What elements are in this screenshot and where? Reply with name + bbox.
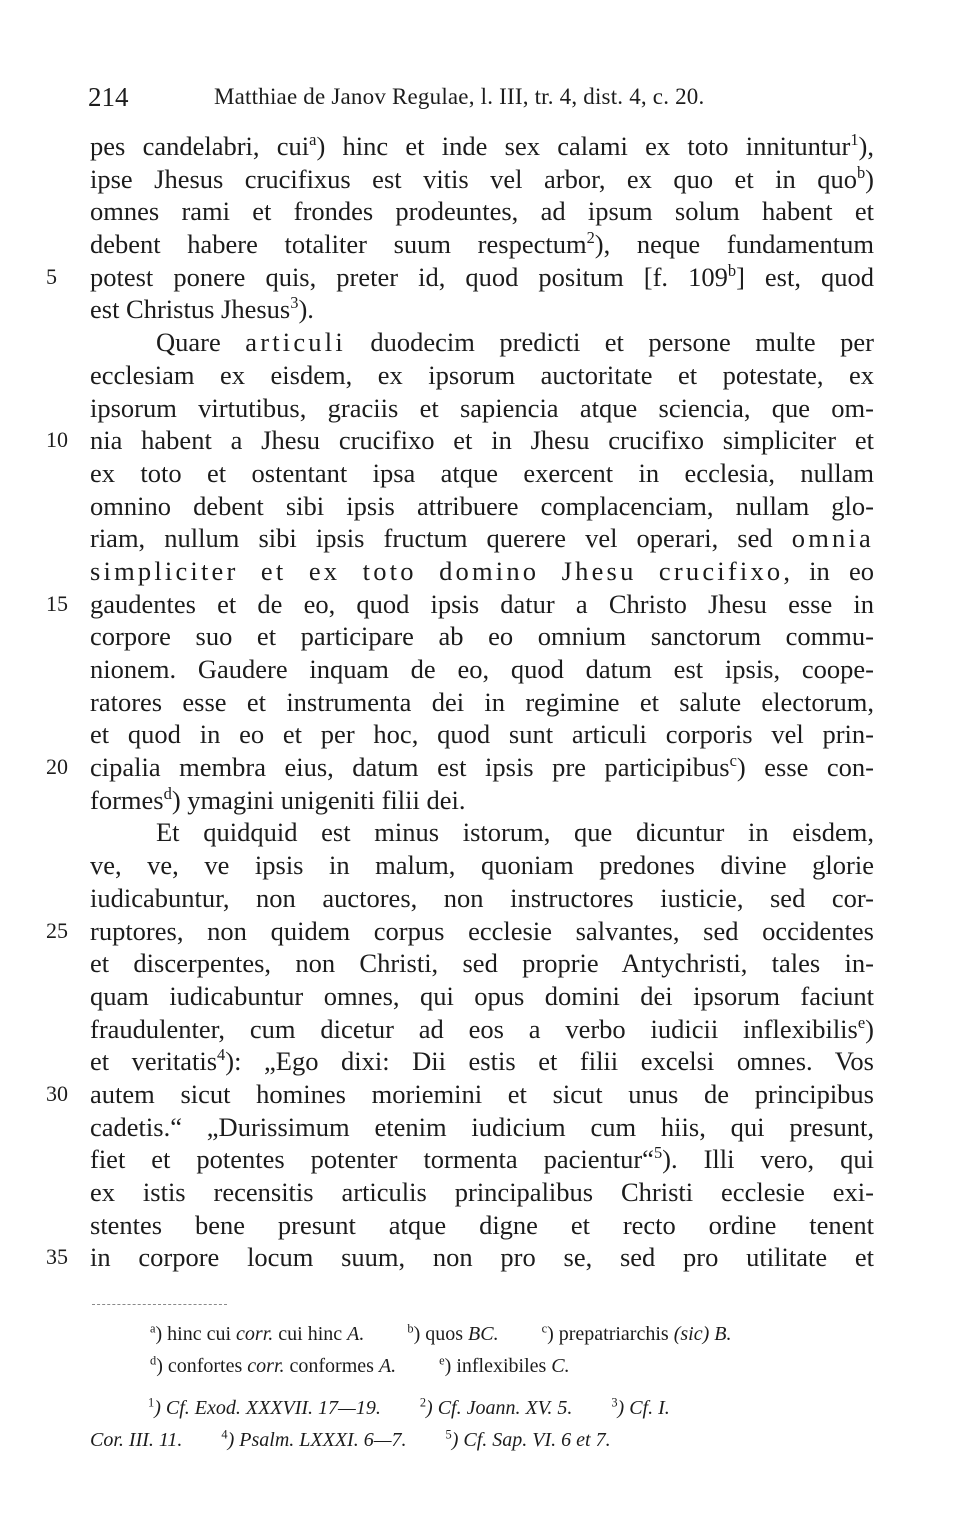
text-line: fiet et potentes potenter tormenta pacientur“$^5$). Illi vero, qui <box>90 1143 875 1175</box>
footnote-2: $^2$) Cf. Joann. XV. 5. <box>419 1395 573 1419</box>
text-line: 5 potest ponere quis, preter id, quod positum [f. 109$^b$] est, quod <box>46 260 874 292</box>
spaced-emphasis: articuli <box>245 327 346 358</box>
text-line: debent habere totaliter suum respectum$^2$), neque fundamentum <box>90 228 874 260</box>
footnote-c: $^c$) prepatriarchis (sic) B. <box>541 1321 732 1345</box>
line-number: 30 <box>46 1080 68 1106</box>
text-line: stentes bene presunt atque digne et recto ordine tenent <box>90 1209 874 1240</box>
page-header <box>88 82 878 112</box>
line-number: 10 <box>46 427 68 453</box>
text-line: 25 ruptores, non quidem corpus ecclesie salvantes, sed occidentes <box>46 915 874 946</box>
text-line: est Christus Jhesus$^3$). <box>90 293 314 325</box>
text-line: ratores esse et instrumenta dei in regimine et salute electorum, <box>90 686 874 717</box>
text-line: omnino debent sibi ipsis attribuere complacenciam, nullam glo- <box>90 490 874 521</box>
footnote-3-continued: Cor. III. 11. <box>90 1429 183 1451</box>
text-line: iudicabuntur, non auctores, non instructores iusticie, sed cor- <box>90 882 874 913</box>
page-number: 214 <box>88 82 129 112</box>
footnote-1: $^1$) Cf. Exod. XXXVII. 17—19. <box>148 1395 381 1419</box>
text-line: nionem. Gaudere inquam de eo, quod datum est ipsis, coope- <box>90 654 874 684</box>
apparatus-footnotes <box>150 1318 880 1382</box>
text-line: et quod in eo et per hoc, quod sunt articuli corporis vel prin- <box>90 719 874 750</box>
text-line: 35 in corpore locum suum, non pro se, sed pro utilitate et <box>46 1242 874 1273</box>
text-line: Quare articuli duodecim predicti et persone multe per <box>156 327 874 358</box>
text-line: pes candelabri, cui$^a$) hinc et inde sex calami ex toto innituntur$^1$), <box>90 130 874 161</box>
line-number: 20 <box>46 754 68 780</box>
text-line: et discerpentes, non Christi, sed proprie Antychristi, tales in- <box>90 948 874 979</box>
text-line: corpore suo et participare ab eo omnium sanctorum commu- <box>90 621 874 652</box>
running-title: Matthiae de Janov Regulae, l. III, tr. 4, dist. 4, c. 20. <box>214 84 705 109</box>
footnote-5: $^5$) Cf. Sap. VI. 6 et 7. <box>445 1427 611 1451</box>
text-line: ex istis recensitis articulis principalibus Christi ecclesie exi- <box>90 1177 874 1207</box>
text-line: omnes rami et frondes prodeuntes, ad ipsum solum habent et <box>90 196 874 227</box>
footnote-d: $^d$) confortes corr. conformes A. <box>150 1353 397 1377</box>
text-line: ipse Jhesus crucifixus est vitis vel arbor, ex quo et in quo$^b$) <box>90 162 874 194</box>
footnote-row <box>90 1424 880 1456</box>
footnote-3: $^3$) Cf. I. <box>611 1395 670 1419</box>
footnote-a: $^a$) hinc cui corr. cui hinc A. <box>150 1321 365 1345</box>
text-line: quam iudicabuntur omnes, qui opus domini dei ipsorum faciunt <box>90 980 874 1011</box>
footnote-row <box>150 1350 880 1382</box>
text-line: 20 cipalia membra eius, datum est ipsis pre participibus$^c$) esse con- <box>46 751 875 783</box>
text-line: ex toto et ostentant ipsa atque exercent in ecclesia, nullam <box>90 457 874 488</box>
text-line: cadetis.“ „Durissimum etenim iudicium cum hiis, qui presunt, <box>90 1111 874 1142</box>
text-line: et veritatis$^4$): „Ego dixi: Dii estis et filii excelsi omnes. Vos <box>90 1045 874 1077</box>
footnote-row <box>150 1318 880 1350</box>
text-line: riam, nullum sibi ipsis fructum querere vel operari, sed omnia <box>90 523 874 554</box>
line-number: 25 <box>46 917 68 943</box>
footnote-row <box>90 1392 880 1424</box>
text-line: 30 autem sicut homines moriemini et sicut unus de principibus <box>46 1078 874 1109</box>
footnote-separator <box>92 1304 227 1305</box>
spaced-emphasis: omnia <box>791 523 874 554</box>
text-line: simpliciter et ex toto domino Jhesu crucifixo, in eo <box>90 555 874 586</box>
text-line: fraudulenter, cum dicetur ad eos a verbo iudicii inflexibilis$^e$) <box>90 1012 874 1044</box>
text-line: ecclesiam ex eisdem, ex ipsorum auctoritate et potestate, ex <box>90 359 874 390</box>
footnote-b: $^b$) quos BC. <box>407 1321 499 1345</box>
text-line: 15 gaudentes et de eo, quod ipsis datur a Christo Jhesu esse in <box>46 588 874 619</box>
text-line: ve, ve, ve ipsis in malum, quoniam predones divine glorie <box>90 850 874 881</box>
text-line: formes$^d$) ymagini unigeniti filii dei. <box>90 783 466 815</box>
line-number: 15 <box>46 590 68 616</box>
text-line: 10 nia habent a Jhesu crucifixo et in Jhesu crucifixo simpliciter et <box>46 425 874 456</box>
footnote-4: $^4$) Psalm. LXXXI. 6—7. <box>221 1427 407 1451</box>
main-text <box>46 130 875 1274</box>
line-number: 5 <box>46 263 57 289</box>
spaced-emphasis: simpliciter et ex toto domino Jhesu crucifixo <box>90 555 784 586</box>
text-line: Et quidquid est minus istorum, que dicuntur in eisdem, <box>156 817 874 848</box>
footnote-e: $^e$) inflexibiles C. <box>439 1353 570 1377</box>
source-footnotes <box>90 1392 880 1456</box>
line-number: 35 <box>46 1244 68 1270</box>
text-line: ipsorum virtutibus, graciis et sapiencia atque sciencia, que om- <box>90 392 874 423</box>
